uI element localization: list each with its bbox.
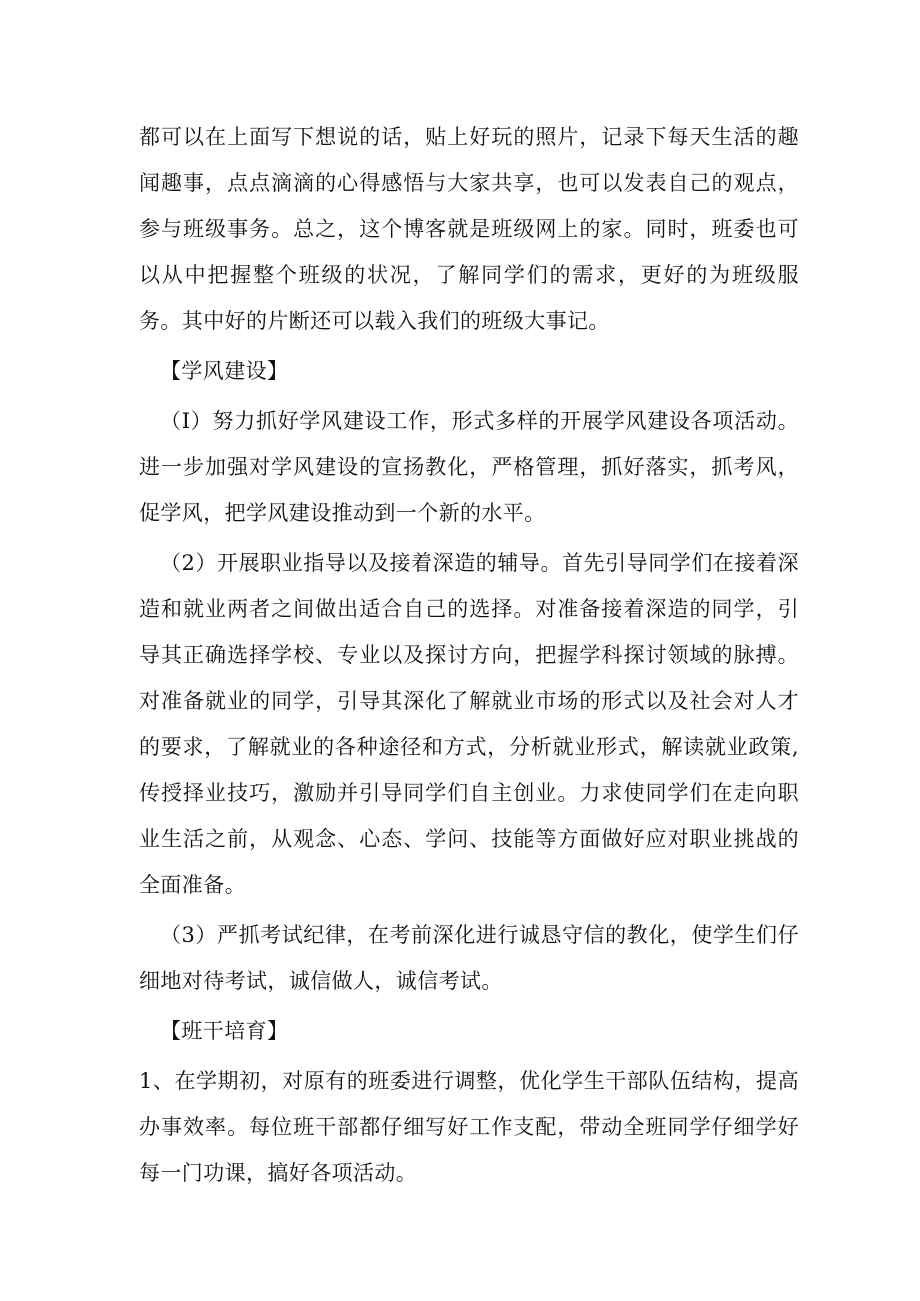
document-body [139, 114, 799, 1196]
paragraph-cadre-training-1: 1、在学期初，对原有的班委进行调整，优化学生干部队伍结构，提高办事效率。每位班干部都仔细写好工作支配，带动全班同学仔细学好每一门功课，搞好各项活动。 [139, 1069, 799, 1185]
paragraph-blog-intro: 都可以在上面写下想说的话，贴上好玩的照片，记录下每天生活的趣闻趣事，点点滴滴的心得感悟与大家共享，也可以发表自己的观点，参与班级事务。总之，这个博客就是班级网上的家。同时，班委也可以从中把握整个班级的状况，了解同学们的需求，更好的为班级服务。其中好的片断还可以载入我们的班级大事记。 [139, 125, 799, 333]
section-heading-study-style: 【学风建设】 [160, 359, 289, 383]
paragraph-study-style-3: （3）严抓考试纪律，在考前深化进行诚恳守信的教化，使学生们仔细地对待考试，诚信做人，诚信考试。 [139, 923, 799, 993]
paragraph-study-style-2: （2）开展职业指导以及接着深造的辅导。首先引导同学们在接着深造和就业两者之间做出适合自己的选择。对准备接着深造的同学，引导其正确选择学校、专业以及探讨方向，把握学科探讨领域的脉搏。对准备就业的同学，引导其深化了解就业市场的形式以及社会对人才的要求，了解就业的各种途径和方式，分析就业形式，解读就业政策,传授择业技巧，激励并引导同学们自主创业。力求使同学们在走向职业生活之前，从观念、心态、学问、技能等方面做好应对职业挑战的全面准备。 [139, 551, 799, 897]
section-heading-cadre-training: 【班干培育】 [160, 1019, 289, 1043]
paragraph-study-style-1: （I）努力抓好学风建设工作，形式多样的开展学风建设各项活动。进一步加强对学风建设的宣扬教化，严格管理，抓好落实，抓考风，促学风，把学风建设推动到一个新的水平。 [139, 409, 799, 525]
